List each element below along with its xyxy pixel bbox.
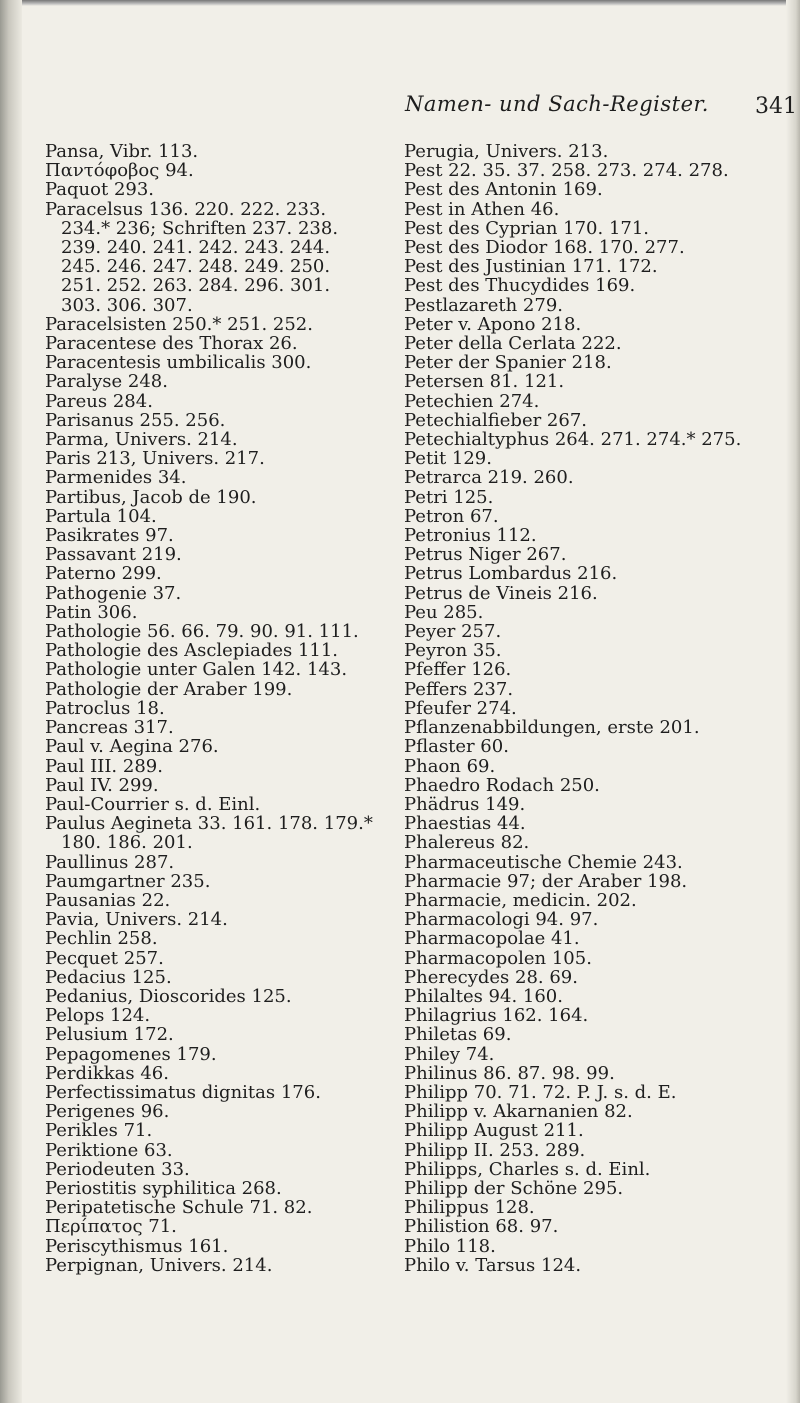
index-entry: Periktione 63. <box>45 1139 173 1161</box>
index-entry: Paterno 299. <box>45 563 162 585</box>
index-entry: Pathologie unter Galen 142. 143. <box>45 659 348 681</box>
index-entry: Peter della Cerlata 222. <box>404 333 622 355</box>
index-entry: Petechien 274. <box>404 390 540 412</box>
index-entry: Pharmacie 97; der Araber 198. <box>404 870 688 892</box>
index-entry: Pedanius, Dioscorides 125. <box>45 985 292 1007</box>
index-entry: Pepagomenes 179. <box>45 1043 217 1065</box>
binding-shadow <box>0 0 22 1403</box>
index-entry: Passavant 219. <box>45 544 182 566</box>
index-entry: Peu 285. <box>404 601 484 623</box>
index-entry: Pest des Antonin 169. <box>404 179 603 201</box>
index-entry: Paul IV. 299. <box>45 774 159 796</box>
index-entry: Pasikrates 97. <box>45 525 174 547</box>
index-entry: Philipp 70. 71. 72. P. J. s. d. E. <box>404 1081 677 1103</box>
index-entry: Pathologie 56. 66. 79. 90. 91. 111. <box>45 621 359 643</box>
index-entry: Peyer 257. <box>404 621 502 643</box>
index-entry: Paracentese des Thorax 26. <box>45 333 298 355</box>
index-entry: Pharmacie, medicin. 202. <box>404 889 637 911</box>
index-entry: Petechialtyphus 264. 271. 274.* 275. <box>404 429 742 451</box>
index-entry: Pechlin 258. <box>45 928 158 950</box>
index-entry: Philo v. Tarsus 124. <box>404 1254 582 1276</box>
index-entry: Philipps, Charles s. d. Einl. <box>404 1158 651 1180</box>
index-entry: Phaedro Rodach 250. <box>404 774 600 796</box>
index-entry: Paulus Aegineta 33. 161. 178. 179.* 180. 186. 201. <box>45 813 379 854</box>
index-entry: Parisanus 255. 256. <box>45 409 226 431</box>
index-entry: Phaestias 44. <box>404 813 526 835</box>
index-column-left <box>45 141 379 1276</box>
index-entry: Paullinus 287. <box>45 851 175 873</box>
index-entry: Pfeufer 274. <box>404 697 517 719</box>
index-entry: Partula 104. <box>45 505 157 527</box>
index-entry: Pathologie des Asclepiades 111. <box>45 640 339 662</box>
index-entry: Patin 306. <box>45 601 138 623</box>
index-entry: Petit 129. <box>404 448 492 470</box>
index-entry: Pancreas 317. <box>45 717 174 739</box>
index-entry: Petrus de Vineis 216. <box>404 582 598 604</box>
index-entry: Paralyse 248. <box>45 371 168 393</box>
index-entry: Philo 118. <box>404 1235 496 1257</box>
index-entry: Philipp der Schöne 295. <box>404 1177 624 1199</box>
index-entry: Philipp August 211. <box>404 1120 584 1142</box>
index-entry: Pharmaceutische Chemie 243. <box>404 851 683 873</box>
index-entry: Paracelsus 136. 220. 222. 233. 234.* 236; Schriften 237. 238. 239. 240. 241. 242. 243. 244. 245. 246. 247. 248. 249. 250. 251. 252. 263. 284. 296. 301. 303. 306. 307. <box>45 198 344 316</box>
index-entry: Philippus 128. <box>404 1197 535 1219</box>
index-entry: Peter v. Apono 218. <box>404 313 582 335</box>
index-entry: Pecquet 257. <box>45 947 164 969</box>
index-entry: Pflaster 60. <box>404 736 509 758</box>
index-entry: Pest des Thucydides 169. <box>404 275 636 297</box>
page-top-shadow <box>0 0 800 6</box>
index-entry: Pareus 284. <box>45 390 153 412</box>
index-entry: Peter der Spanier 218. <box>404 352 612 374</box>
index-entry: Phalereus 82. <box>404 832 530 854</box>
index-entry: Philipp v. Akarnanien 82. <box>404 1101 633 1123</box>
index-entry: Perigenes 96. <box>45 1101 170 1123</box>
index-column-right <box>404 142 790 1275</box>
index-entry: Perpignan, Univers. 214. <box>45 1254 273 1276</box>
index-entry: Periscythismus 161. <box>45 1235 229 1257</box>
index-entry: Paul v. Aegina 276. <box>45 736 219 758</box>
page-number: 341 <box>755 94 797 119</box>
index-entry: Philagrius 162. 164. <box>404 1005 589 1027</box>
index-entry: Petechialfieber 267. <box>404 409 587 431</box>
index-entry: Pfeffer 126. <box>404 659 512 681</box>
index-entry: Pavia, Univers. 214. <box>45 909 228 931</box>
index-entry: Paracelsisten 250.* 251. 252. <box>45 313 313 335</box>
index-entry: Pelops 124. <box>45 1005 151 1027</box>
index-entry: Paul III. 289. <box>45 755 163 777</box>
index-entry: Perdikkas 46. <box>45 1062 169 1084</box>
index-entry: Philey 74. <box>404 1043 495 1065</box>
index-entry: Paul-Courrier s. d. Einl. <box>45 793 261 815</box>
index-entry: Peripatetische Schule 71. 82. <box>45 1197 313 1219</box>
index-entry: Philinus 86. 87. 98. 99. <box>404 1062 615 1084</box>
index-entry: Pharmacopolae 41. <box>404 928 580 950</box>
index-entry: Philipp II. 253. 289. <box>404 1139 586 1161</box>
index-entry: Parmenides 34. <box>45 467 187 489</box>
index-entry: Philistion 68. 97. <box>404 1216 559 1238</box>
index-entry: Pestlazareth 279. <box>404 294 564 316</box>
index-entry: Pharmacopolen 105. <box>404 947 592 969</box>
index-entry: Philaltes 94. 160. <box>404 985 563 1007</box>
index-entry: Periodeuten 33. <box>45 1158 190 1180</box>
index-entry: Petron 67. <box>404 505 499 527</box>
index-entry: Paumgartner 235. <box>45 870 211 892</box>
index-entry: Petersen 81. 121. <box>404 371 565 393</box>
index-entry: Petri 125. <box>404 486 494 508</box>
running-header <box>0 92 800 132</box>
index-entry: Pharmacologi 94. 97. <box>404 909 599 931</box>
index-entry: Pherecydes 28. 69. <box>404 966 578 988</box>
index-entry: Pest des Cyprian 170. 171. <box>404 217 650 239</box>
index-entry: Phaon 69. <box>404 755 496 777</box>
index-entry: Pest des Justinian 171. 172. <box>404 256 658 278</box>
index-entry: Petrus Niger 267. <box>404 544 567 566</box>
index-entry: Pest des Diodor 168. 170. 277. <box>404 237 685 259</box>
index-entry: Perfectissimatus dignitas 176. <box>45 1081 321 1103</box>
index-entry: Περίπατος 71. <box>45 1216 177 1238</box>
index-entry: Peyron 35. <box>404 640 502 662</box>
index-entry: Philetas 69. <box>404 1024 512 1046</box>
index-entry: Periostitis syphilitica 268. <box>45 1177 282 1199</box>
index-entry: Paris 213, Univers. 217. <box>45 448 265 470</box>
index-entry: Pflanzenabbildungen, erste 201. <box>404 717 700 739</box>
index-entry: Pest 22. 35. 37. 258. 273. 274. 278. <box>404 160 729 182</box>
index-entry: Pelusium 172. <box>45 1024 174 1046</box>
index-entry: Paracentesis umbilicalis 300. <box>45 352 312 374</box>
index-entry: Phädrus 149. <box>404 793 526 815</box>
index-entry: Parma, Univers. 214. <box>45 429 238 451</box>
index-entry: Pedacius 125. <box>45 966 172 988</box>
index-entry: Pausanias 22. <box>45 889 171 911</box>
index-entry: Παντόφοβος 94. <box>45 160 194 182</box>
index-entry: Petronius 112. <box>404 525 537 547</box>
index-entry: Partibus, Jacob de 190. <box>45 486 257 508</box>
running-title: Namen- und Sach-Register. <box>405 92 709 116</box>
index-entry: Pansa, Vibr. 113. <box>45 141 199 162</box>
index-entry: Petrarca 219. 260. <box>404 467 574 489</box>
index-entry: Pathogenie 37. <box>45 582 182 604</box>
index-entry: Perikles 71. <box>45 1120 153 1142</box>
index-entry: Peffers 237. <box>404 678 514 700</box>
index-entry: Pathologie der Araber 199. <box>45 678 293 700</box>
index-entry: Petrus Lombardus 216. <box>404 563 618 585</box>
index-entry: Patroclus 18. <box>45 697 165 719</box>
index-entry: Paquot 293. <box>45 179 155 201</box>
index-entry: Pest in Athen 46. <box>404 198 560 220</box>
index-entry: Perugia, Univers. 213. <box>404 141 609 162</box>
